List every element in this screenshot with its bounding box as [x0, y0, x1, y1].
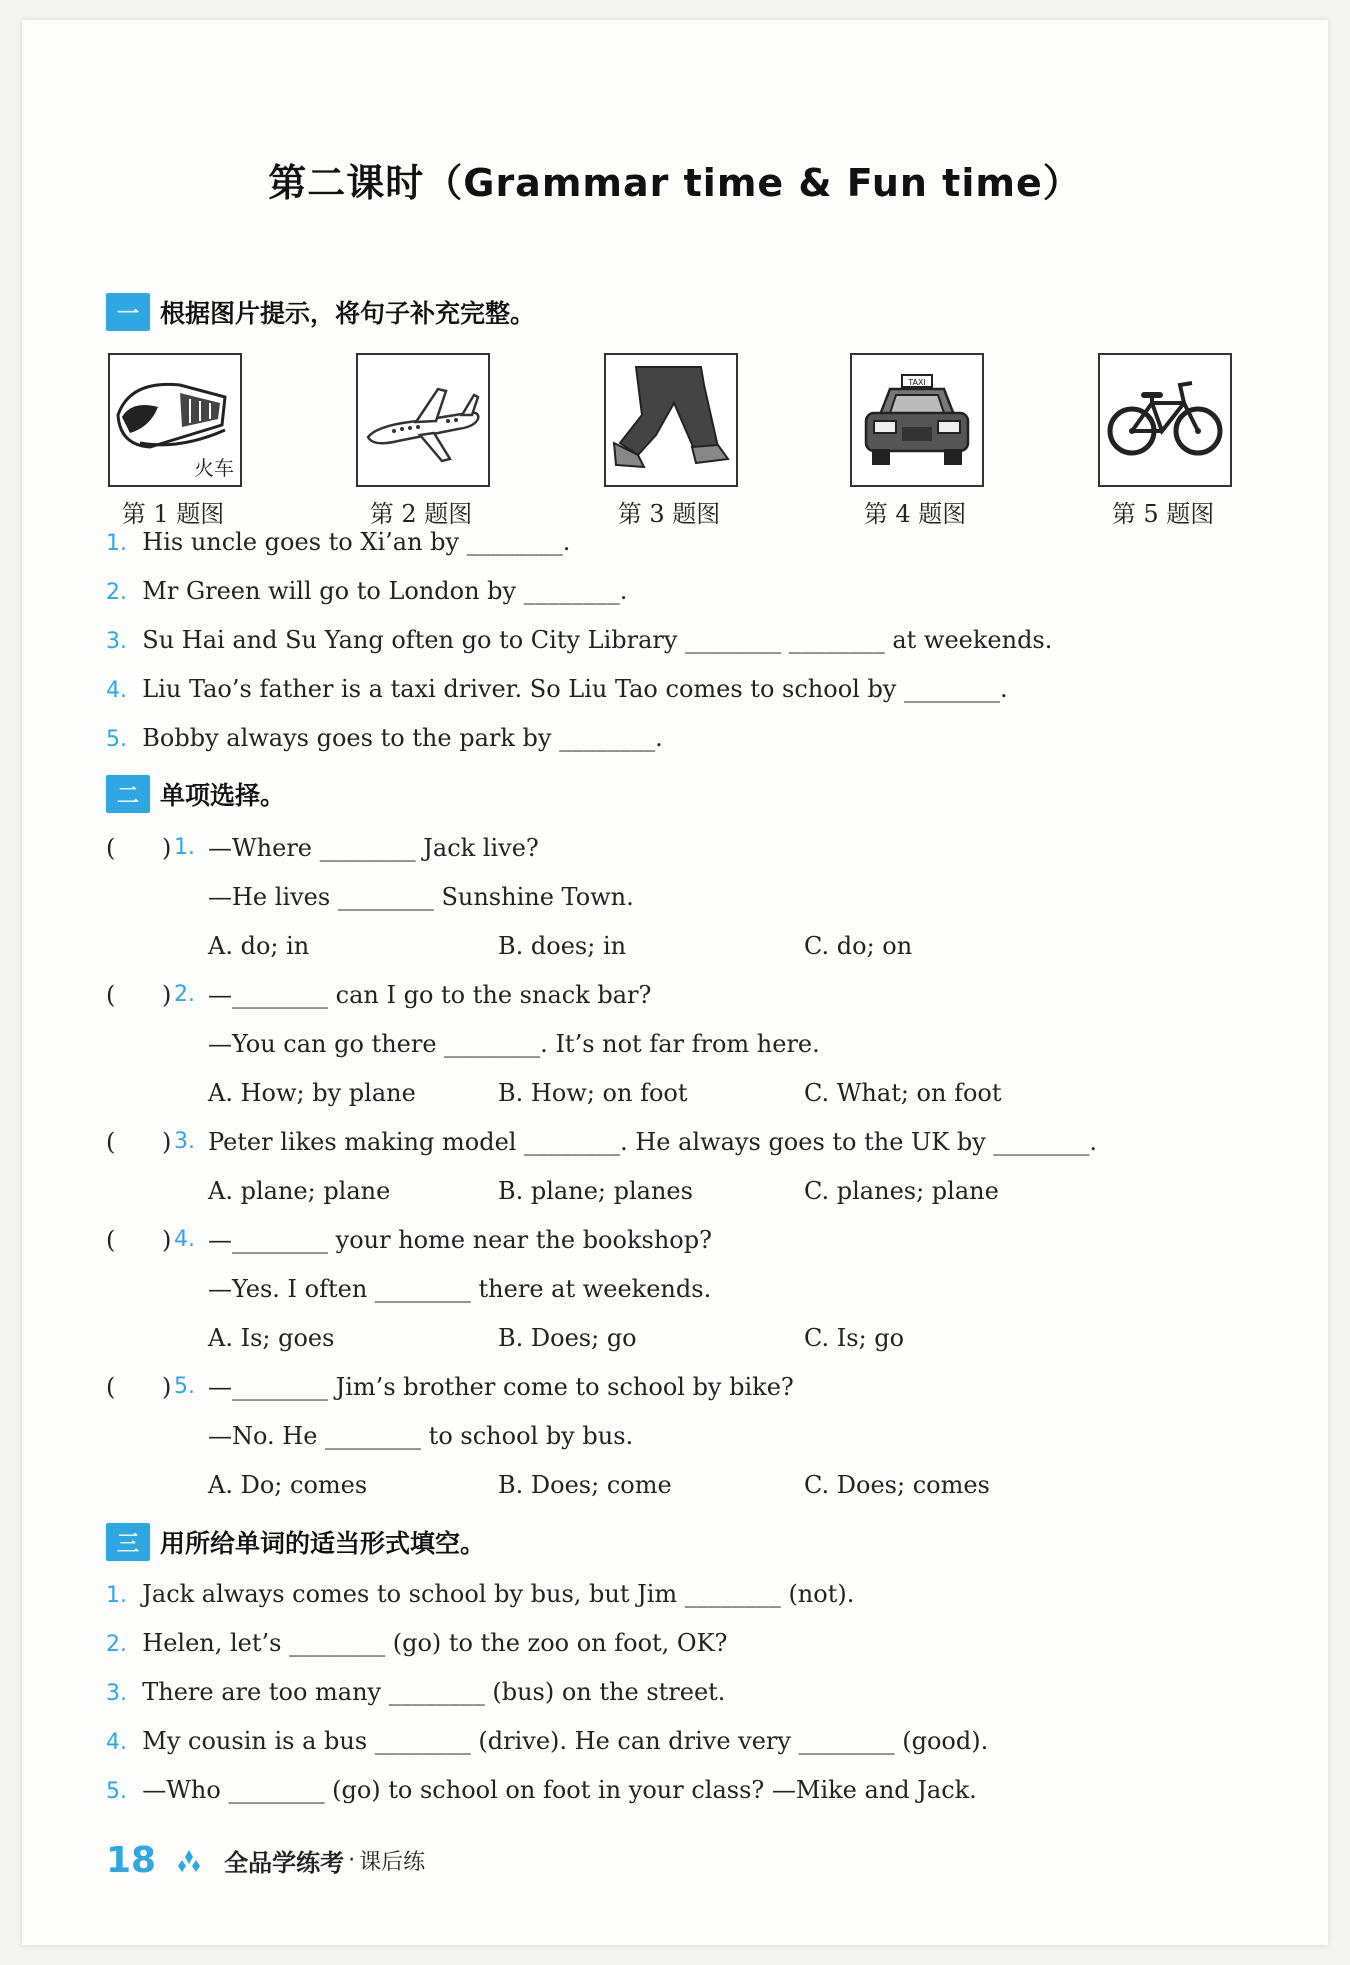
part2-q2-line1: —________ can I go to the snack bar?	[208, 981, 652, 1009]
part2-q4-option-b: B. Does; go	[498, 1324, 637, 1352]
answer-blank-open-1[interactable]: (	[106, 834, 116, 862]
part2-q2-line2: —You can go there ________. It’s not far from here.	[208, 1030, 820, 1058]
part1-item-1-text: His uncle goes to Xi’an by ________.	[142, 528, 571, 556]
part1-item-4-number: 4.	[106, 678, 127, 703]
section-2-heading	[106, 774, 285, 814]
section-1-title: 根据图片提示，将句子补充完整。	[160, 299, 536, 328]
part2-q5-number: 5.	[174, 1374, 195, 1399]
answer-blank-open-2[interactable]: (	[106, 981, 116, 1009]
picture-1-caption: 第 1 题图	[121, 500, 225, 528]
part3-item-3-number: 3.	[106, 1681, 127, 1706]
page-footer	[106, 1840, 425, 1881]
section-2-title: 单项选择。	[160, 781, 286, 810]
section-1-badge: 一	[106, 293, 150, 331]
part3-item-1	[106, 1580, 854, 1608]
part1-item-5-text: Bobby always goes to the park by ________.	[142, 724, 663, 752]
part2-q2-option-c: C. What; on foot	[804, 1079, 1002, 1107]
section-1-heading	[106, 292, 535, 332]
section-3-badge: 三	[106, 1523, 150, 1561]
part2-q2-number: 2.	[174, 982, 195, 1007]
section-3-title: 用所给单词的适当形式填空。	[160, 1529, 486, 1558]
answer-blank-open-3[interactable]: (	[106, 1128, 116, 1156]
part1-item-2-number: 2.	[106, 580, 127, 605]
page-title: 第二课时（Grammar time & Fun time）	[268, 161, 1082, 205]
part2-q3-option-c: C. planes; plane	[804, 1177, 999, 1205]
picture-1-label: 火车	[194, 456, 234, 480]
part1-item-2-text: Mr Green will go to London by ________.	[142, 577, 628, 605]
part3-item-4	[106, 1727, 988, 1755]
part2-q2-option-a: A. How; by plane	[208, 1079, 416, 1107]
part2-q3-option-b: B. plane; planes	[498, 1177, 693, 1205]
legs-walking-icon	[606, 355, 736, 485]
part2-q1-option-b: B. does; in	[498, 932, 627, 960]
part2-q5-option-a: A. Do; comes	[208, 1471, 368, 1499]
picture-4-caption: 第 4 题图	[863, 500, 967, 528]
worksheet-page	[22, 20, 1328, 1945]
section-2-badge: 二	[106, 775, 150, 813]
part2-q5-line2: —No. He ________ to school by bus.	[208, 1422, 634, 1450]
section-3-heading	[106, 1522, 485, 1562]
brand-name: 全品学练考	[224, 1849, 345, 1877]
part1-item-5-number: 5.	[106, 727, 127, 752]
bike-icon	[1100, 355, 1230, 485]
part2-q2-option-b: B. How; on foot	[498, 1079, 688, 1107]
picture-3-caption: 第 3 题图	[617, 500, 721, 528]
plane-icon	[358, 355, 488, 485]
part3-item-3-text: There are too many ________ (bus) on the street.	[142, 1678, 726, 1706]
part1-item-4-text: Liu Tao’s father is a taxi driver. So Liu Tao comes to school by ________.	[142, 675, 1008, 703]
part3-item-5-text: —Who ________ (go) to school on foot in your class? —Mike and Jack.	[142, 1776, 977, 1804]
answer-blank-open-4[interactable]: (	[106, 1226, 116, 1254]
part2-q4-number: 4.	[174, 1227, 195, 1252]
answer-blank-close-5[interactable]: )	[162, 1373, 172, 1401]
part2-q1-option-a: A. do; in	[208, 932, 310, 960]
answer-blank-close-4[interactable]: )	[162, 1226, 172, 1254]
brand-separator: ·	[348, 1848, 356, 1873]
part3-item-2-number: 2.	[106, 1632, 127, 1657]
part1-item-2	[106, 577, 627, 605]
diamond-logo-icon	[176, 1848, 202, 1874]
part2-q4-option-c: C. Is; go	[804, 1324, 905, 1352]
brand-subtitle: 课后练	[359, 1850, 426, 1875]
part3-item-2-text: Helen, let’s ________ (go) to the zoo on foot, OK?	[142, 1629, 728, 1657]
part2-q3-number: 3.	[174, 1129, 195, 1154]
answer-blank-close-2[interactable]: )	[162, 981, 172, 1009]
part3-item-5	[106, 1776, 977, 1804]
picture-2-caption: 第 2 题图	[369, 500, 473, 528]
part2-q1-line1: —Where ________ Jack live?	[208, 834, 539, 862]
picture-3	[604, 353, 738, 487]
part2-q3-line1: Peter likes making model ________. He always goes to the UK by ________.	[208, 1128, 1098, 1156]
taxi-sign-text: TAXI	[908, 378, 926, 387]
part1-item-4	[106, 675, 1008, 703]
answer-blank-close-3[interactable]: )	[162, 1128, 172, 1156]
answer-blank-close-1[interactable]: )	[162, 834, 172, 862]
part2-q5-option-c: C. Does; comes	[804, 1471, 990, 1499]
part3-item-3	[106, 1678, 725, 1706]
part2-q5-line1: —________ Jim’s brother come to school by bike?	[208, 1373, 794, 1401]
part3-item-1-text: Jack always comes to school by bus, but Jim ________ (not).	[142, 1580, 855, 1608]
part1-item-3-text: Su Hai and Su Yang often go to City Library ________ ________ at weekends.	[142, 626, 1053, 654]
part3-item-2	[106, 1629, 727, 1657]
picture-5-caption: 第 5 题图	[1111, 500, 1215, 528]
picture-4	[850, 353, 984, 487]
picture-1	[108, 353, 242, 487]
part1-item-3	[106, 626, 1052, 654]
picture-2	[356, 353, 490, 487]
part3-item-1-number: 1.	[106, 1583, 127, 1608]
answer-blank-open-5[interactable]: (	[106, 1373, 116, 1401]
part1-item-5	[106, 724, 663, 752]
part2-q1-line2: —He lives ________ Sunshine Town.	[208, 883, 634, 911]
part3-item-4-number: 4.	[106, 1730, 127, 1755]
part1-item-1	[106, 528, 570, 556]
part2-q1-number: 1.	[174, 835, 195, 860]
part2-q3-option-a: A. plane; plane	[208, 1177, 391, 1205]
part2-q4-line2: —Yes. I often ________ there at weekends.	[208, 1275, 712, 1303]
part2-q4-option-a: A. Is; goes	[208, 1324, 335, 1352]
part1-item-3-number: 3.	[106, 629, 127, 654]
picture-5	[1098, 353, 1232, 487]
part2-q4-line1: —________ your home near the bookshop?	[208, 1226, 712, 1254]
part2-q5-option-b: B. Does; come	[498, 1471, 672, 1499]
page-number: 18	[106, 1840, 157, 1881]
taxi-icon	[852, 355, 982, 485]
part3-item-5-number: 5.	[106, 1779, 127, 1804]
part1-item-1-number: 1.	[106, 531, 127, 556]
part2-q1-option-c: C. do; on	[804, 932, 913, 960]
part3-item-4-text: My cousin is a bus ________ (drive). He can drive very ________ (good).	[142, 1727, 989, 1755]
